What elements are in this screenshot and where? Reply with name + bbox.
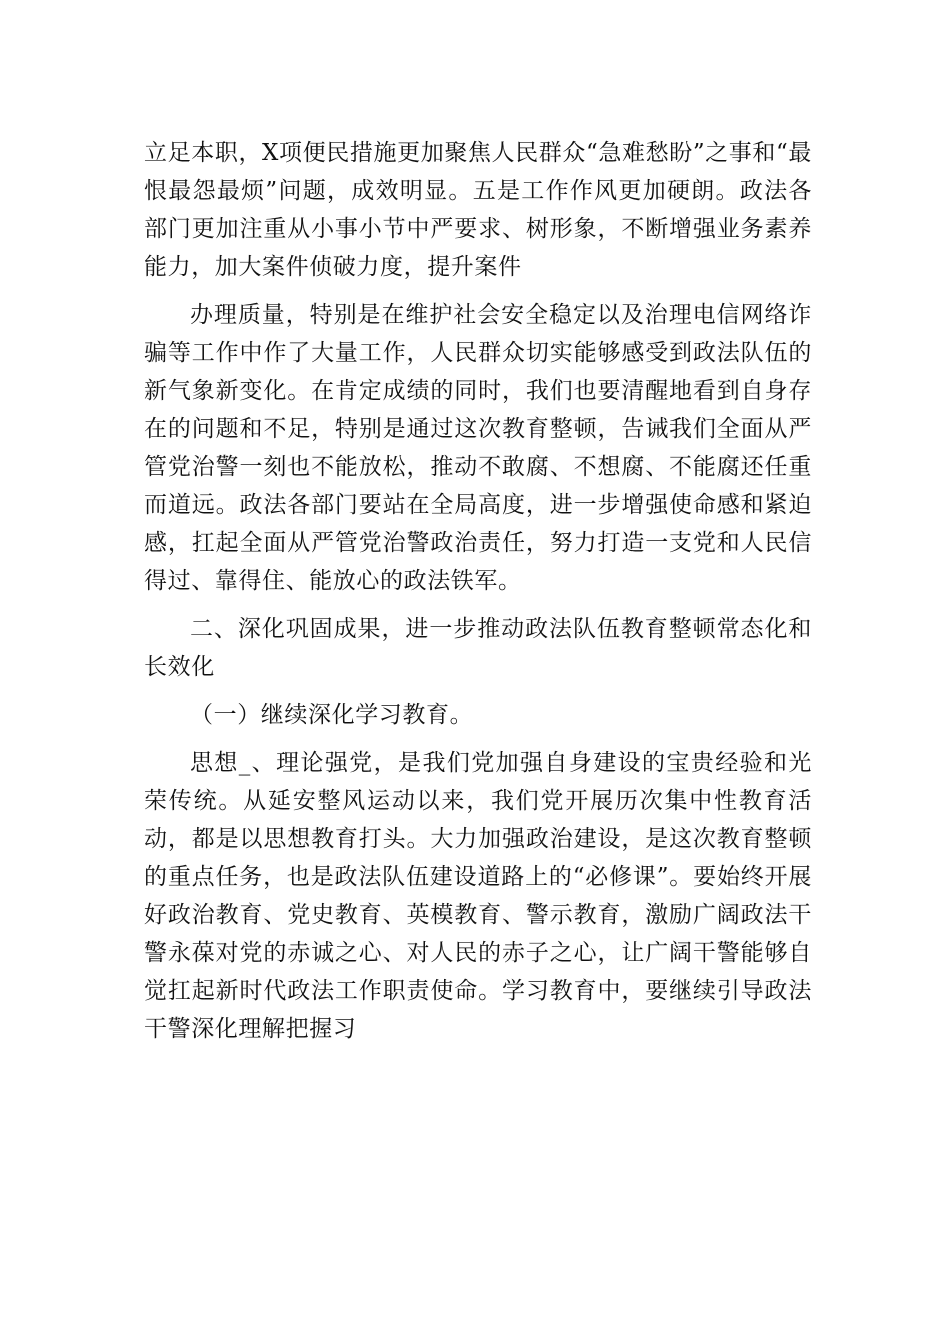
section-heading: 二、深化巩固成果，进一步推动政法队伍教育整顿常态化和长效化 [144, 616, 812, 680]
paragraph-learning-education: 思想_、理论强党，是我们党加强自身建设的宝贵经验和光荣传统。从延安整风运动以来，我们党开展历次集中性教育活动，都是以思想教育打头。大力加强政治建设，是这次教育整顿的重点任务，也是政法队伍建设道路上的“必修课”。要始终开展好政治教育、党史教育、英模教育、警示教育，激励广阔政法干警永葆对党的赤诚之心、对人民的赤子之心，让广阔干警能够自觉扛起新时代政法工作职责使命。学习教育中，要继续引导政法干警深化理解把握习 [144, 750, 812, 1042]
paragraph-continuation: 立足本职，X项便民措施更加聚焦人民群众“急难愁盼”之事和“最恨最怨最烦”问题，成效明显。五是工作作风更加硬朗。政法各部门更加注重从小事小节中严要求、树形象，不断增强业务素养能力，加大案件侦破力度，提升案件 [144, 140, 812, 280]
subsection-heading: （一）继续深化学习教育。 [190, 702, 474, 728]
document-body [144, 134, 812, 1058]
paragraph-achievements: 办理质量，特别是在维护社会安全稳定以及治理电信网络诈骗等工作中作了大量工作，人民群众切实能够感受到政法队伍的新气象新变化。在肯定成绩的同时，我们也要清醒地看到自身存在的问题和不足，特别是通过这次教育整顿，告诫我们全面从严管党治警一刻也不能放松，推动不敢腐、不想腐、不能腐还任重而道远。政法各部门要站在全局高度，进一步增强使命感和紧迫感，扛起全面从严管党治警政治责任，努力打造一支党和人民信得过、靠得住、能放心的政法铁军。 [144, 302, 812, 594]
